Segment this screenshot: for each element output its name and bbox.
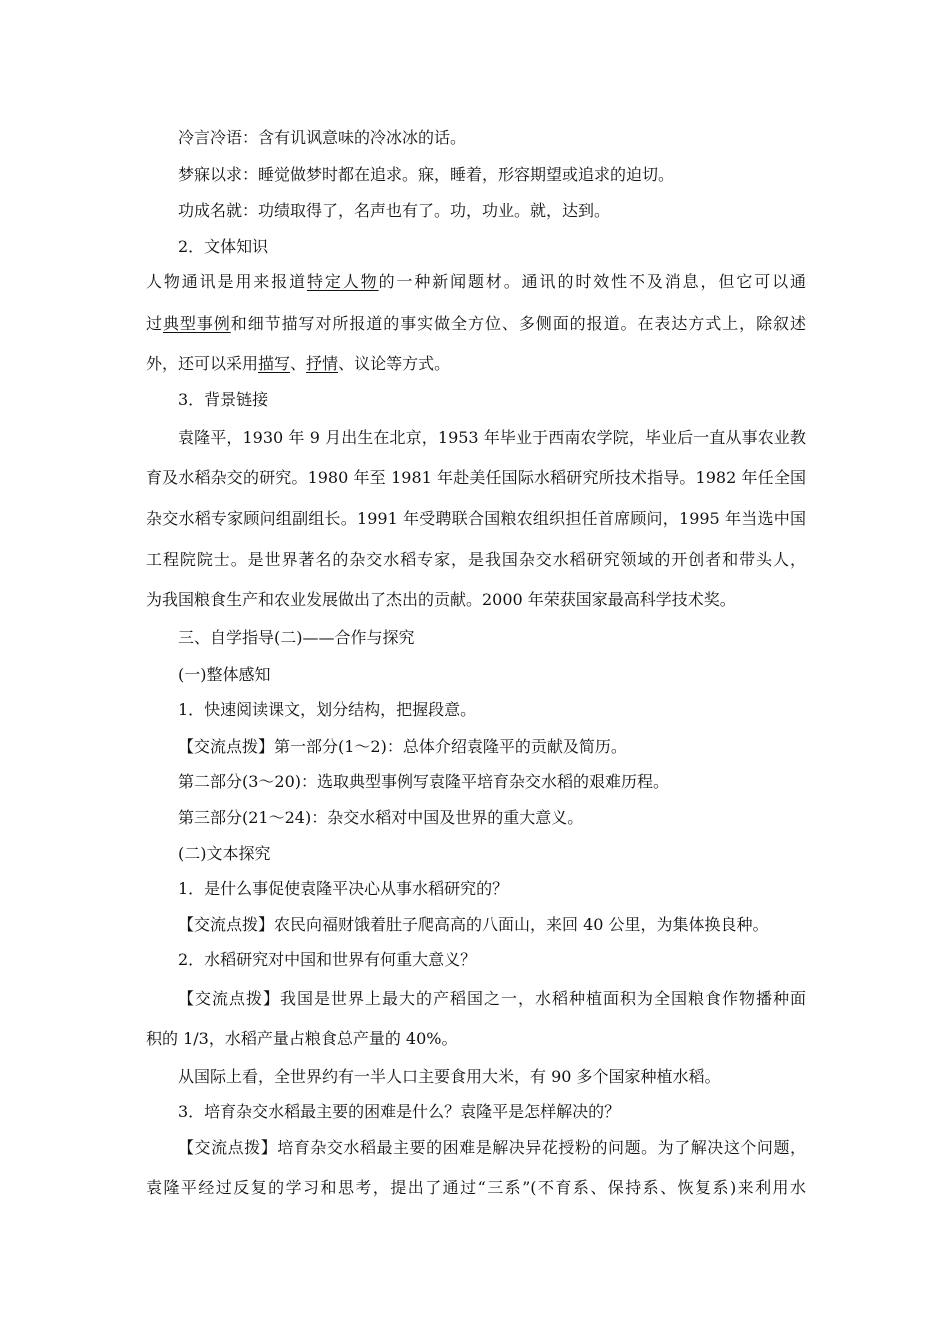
vocab-line: 功成名就：功绩取得了，名声也有了。功，功业。就，达到。: [178, 201, 611, 220]
text-run: 和细节描写对所报道的事实做全方位、多侧面的报道。在表达方式上，除叙述: [230, 314, 806, 333]
paragraph-line: [146, 314, 806, 334]
question: 1．快速阅读课文，划分结构，把握段意。: [178, 700, 477, 719]
section-heading: 2．文体知识: [178, 237, 269, 256]
question: 1．是什么事促使袁隆平决心从事水稻研究的？: [178, 879, 509, 898]
paragraph-line: 工程院院士。是世界著名的杂交水稻专家，是我国杂交水稻研究领域的开创者和带头人，: [146, 550, 806, 569]
paragraph-line: 杂交水稻专家顾问组副组长。1991 年受聘联合国粮农组织担任首席顾问，1995 年当选中国: [146, 509, 806, 528]
question: 2．水稻研究对中国和世界有何重大意义？: [178, 950, 477, 969]
vocab-line: 冷言冷语：含有讥讽意味的冷冰冰的话。: [178, 128, 467, 147]
paragraph-line: 育及水稻杂交的研究。1980 年至 1981 年赴美任国际水稻研究所技术指导。1982 年任全国: [146, 468, 806, 487]
answer: 袁隆平经过反复的学习和思考，提出了通过“三系”(不育系、保持系、恢复系)来利用水: [146, 1178, 806, 1197]
answer: 【交流点拨】第一部分(1～2)：总体介绍袁隆平的贡献及简历。: [178, 737, 627, 756]
answer: 【交流点拨】培育杂交水稻最主要的困难是解决异花授粉的问题。为了解决这个问题，: [178, 1138, 806, 1157]
underlined-term: 特定人物: [307, 272, 379, 291]
answer: 从国际上看，全世界约有一半人口主要食用大米，有 90 多个国家种植水稻。: [178, 1067, 721, 1086]
text-run: 过: [146, 314, 163, 333]
paragraph-line: [146, 272, 806, 292]
answer: 第三部分(21～24)：杂交水稻对中国及世界的重大意义。: [178, 808, 584, 827]
paragraph-line: 为我国粮食生产和农业发展做出了杰出的贡献。2000 年荣获国家最高科学技术奖。: [146, 590, 736, 609]
answer: 积的 1/3，水稻产量占粮食总产量的 40%。: [146, 1029, 458, 1048]
part-heading: 三、自学指导(二)——合作与探究: [178, 628, 415, 647]
text-run: 、: [290, 354, 307, 373]
underlined-term: 抒情: [306, 354, 339, 373]
text-run: 、议论等方式。: [338, 354, 451, 373]
underlined-term: 描写: [258, 354, 291, 373]
answer: 【交流点拨】我国是世界上最大的产稻国之一，水稻种植面积为全国粮食作物播种面: [178, 989, 806, 1008]
section-heading: 3．背景链接: [178, 390, 269, 409]
answer: 第二部分(3～20)：选取典型事例写袁隆平培育杂交水稻的艰难历程。: [178, 772, 670, 791]
paragraph-line: [146, 354, 450, 374]
underlined-term: 典型事例: [162, 314, 231, 333]
text-run: 外，还可以采用: [146, 354, 259, 373]
text-run: 的一种新闻题材。通讯的时效性不及消息，但它可以通: [378, 272, 806, 291]
subheading: (二)文本探究: [178, 844, 271, 863]
question: 3．培育杂交水稻最主要的困难是什么？袁隆平是怎样解决的？: [178, 1102, 621, 1121]
vocab-line: 梦寐以求：睡觉做梦时都在追求。寐，睡着，形容期望或追求的迫切。: [178, 165, 675, 184]
paragraph-line: 袁隆平，1930 年 9 月出生在北京，1953 年毕业于西南农学院，毕业后一直从事农业教: [178, 428, 806, 447]
subheading: (一)整体感知: [178, 665, 271, 684]
answer: 【交流点拨】农民向福财饿着肚子爬高高的八面山，来回 40 公里，为集体换良种。: [178, 915, 769, 934]
text-run: 人物通讯是用来报道: [146, 272, 307, 291]
